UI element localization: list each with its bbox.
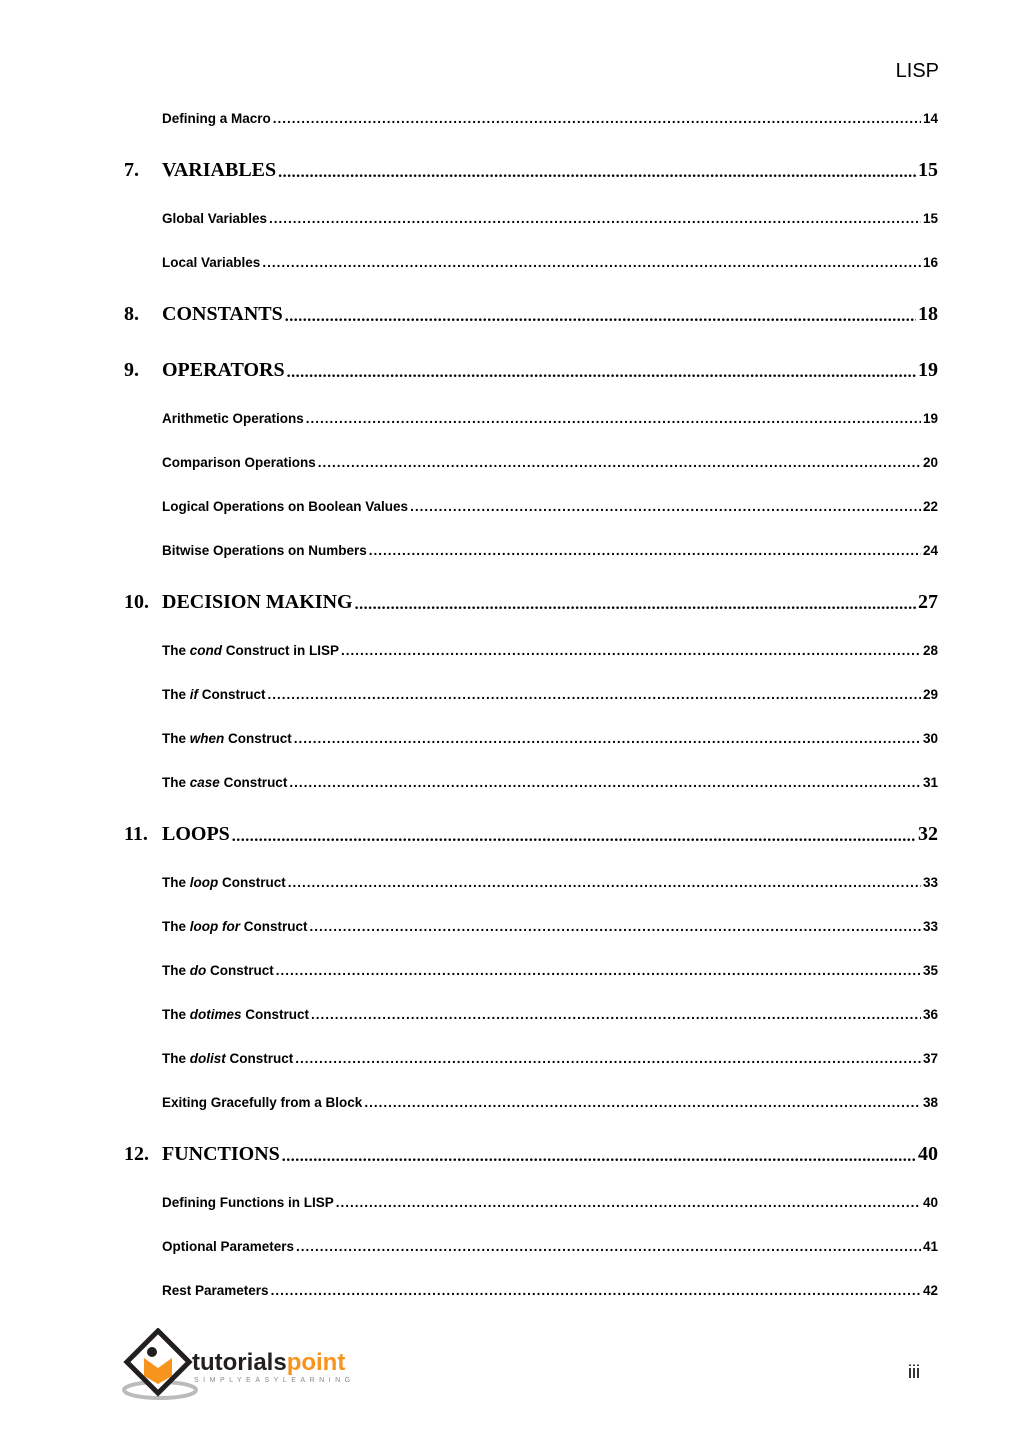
toc-section-entry[interactable] [124, 846, 938, 890]
toc-chapter-entry[interactable] [124, 326, 938, 382]
toc-section-entry[interactable] [124, 382, 938, 426]
dot-leader [271, 1283, 921, 1298]
entry-title: Bitwise Operations on Numbers [162, 543, 367, 558]
entry-page-number: 42 [922, 1283, 938, 1298]
dot-leader [336, 1195, 921, 1210]
toc-section-entry[interactable] [124, 426, 938, 470]
dot-leader [369, 543, 921, 558]
entry-title: The when Construct [162, 731, 292, 746]
toc-section-entry[interactable] [124, 82, 938, 126]
dot-leader [278, 164, 916, 182]
entry-page-number: 32 [918, 823, 938, 845]
dot-leader [355, 596, 916, 614]
entry-title: Logical Operations on Boolean Values [162, 499, 409, 514]
dot-leader [410, 499, 921, 514]
toc-section-entry[interactable] [124, 978, 938, 1022]
entry-page-number: 28 [922, 643, 938, 658]
entry-title: OPERATORS [162, 359, 285, 381]
entry-page-number: 35 [922, 963, 938, 978]
dot-leader [268, 687, 921, 702]
toc-chapter-entry[interactable] [124, 1110, 938, 1166]
entry-title: Rest Parameters [162, 1283, 269, 1298]
chapter-number: 10. [124, 591, 149, 613]
toc-section-entry[interactable] [124, 746, 938, 790]
entry-title: The if Construct [162, 687, 266, 702]
toc-section-entry[interactable] [124, 702, 938, 746]
entry-title: Comparison Operations [162, 455, 316, 470]
chapter-number: 7. [124, 159, 139, 181]
entry-page-number: 37 [922, 1051, 938, 1066]
chapter-number: 11. [124, 823, 148, 845]
entry-title: The loop Construct [162, 875, 286, 890]
entry-title: VARIABLES [162, 159, 277, 181]
entry-title: Arithmetic Operations [162, 411, 304, 426]
entry-title: Defining Functions in LISP [162, 1195, 334, 1210]
dot-leader [364, 1095, 921, 1110]
entry-page-number: 27 [918, 591, 938, 613]
dot-leader [310, 919, 921, 934]
toc-chapter-entry[interactable] [124, 790, 938, 846]
entry-title: The do Construct [162, 963, 274, 978]
toc-chapter-entry[interactable] [124, 558, 938, 614]
table-of-contents [124, 82, 938, 1298]
dot-leader [262, 255, 921, 270]
dot-leader [288, 875, 921, 890]
entry-page-number: 14 [922, 111, 938, 126]
entry-page-number: 36 [922, 1007, 938, 1022]
toc-section-entry[interactable] [124, 934, 938, 978]
toc-section-entry[interactable] [124, 1166, 938, 1210]
entry-page-number: 30 [922, 731, 938, 746]
entry-page-number: 31 [922, 775, 938, 790]
dot-leader [318, 455, 921, 470]
entry-page-number: 40 [922, 1195, 938, 1210]
dot-leader [285, 308, 916, 326]
dot-leader [295, 1051, 921, 1066]
toc-section-entry[interactable] [124, 1066, 938, 1110]
dot-leader [276, 963, 921, 978]
svg-text:SIMPLYEASYLEARNING: SIMPLYEASYLEARNING [194, 1377, 355, 1384]
dot-leader [269, 211, 921, 226]
chapter-number: 12. [124, 1143, 149, 1165]
toc-section-entry[interactable] [124, 1210, 938, 1254]
svg-text:tutorialspoint: tutorialspoint [192, 1349, 346, 1376]
toc-chapter-entry[interactable] [124, 270, 938, 326]
chapter-number: 9. [124, 359, 139, 381]
entry-page-number: 20 [922, 455, 938, 470]
entry-page-number: 19 [922, 411, 938, 426]
chapter-number: 8. [124, 303, 139, 325]
entry-title: Optional Parameters [162, 1239, 295, 1254]
entry-title: DECISION MAKING [162, 591, 353, 613]
entry-title: The loop for Construct [162, 919, 308, 934]
entry-page-number: 18 [918, 303, 938, 325]
toc-section-entry[interactable] [124, 514, 938, 558]
entry-title: The cond Construct in LISP [162, 643, 340, 658]
toc-section-entry[interactable] [124, 182, 938, 226]
entry-title: The dolist Construct [162, 1051, 294, 1066]
entry-title: Local Variables [162, 255, 261, 270]
entry-page-number: 33 [922, 875, 938, 890]
entry-page-number: 16 [922, 255, 938, 270]
page-number: iii [908, 1362, 920, 1382]
entry-page-number: 41 [922, 1239, 938, 1254]
entry-page-number: 22 [922, 499, 938, 514]
entry-title: Defining a Macro [162, 111, 271, 126]
entry-page-number: 15 [918, 159, 938, 181]
entry-page-number: 38 [922, 1095, 938, 1110]
toc-section-entry[interactable] [124, 614, 938, 658]
entry-page-number: 24 [922, 543, 938, 558]
entry-page-number: 15 [922, 211, 938, 226]
toc-section-entry[interactable] [124, 1022, 938, 1066]
entry-title: Exiting Gracefully from a Block [162, 1095, 363, 1110]
entry-title: The case Construct [162, 775, 288, 790]
entry-title: Global Variables [162, 211, 268, 226]
entry-page-number: 33 [922, 919, 938, 934]
dot-leader [273, 111, 921, 126]
entry-page-number: 40 [918, 1143, 938, 1165]
toc-section-entry[interactable] [124, 1254, 938, 1298]
entry-title: The dotimes Construct [162, 1007, 310, 1022]
toc-section-entry[interactable] [124, 226, 938, 270]
dot-leader [296, 1239, 921, 1254]
dot-leader [306, 411, 921, 426]
toc-section-entry[interactable] [124, 658, 938, 702]
tutorialspoint-logo [122, 1328, 372, 1403]
toc-section-entry[interactable] [124, 890, 938, 934]
entry-page-number: 19 [918, 359, 938, 381]
dot-leader [287, 364, 916, 382]
dot-leader [282, 1148, 916, 1166]
dot-leader [294, 731, 921, 746]
dot-leader [311, 1007, 921, 1022]
dot-leader [341, 643, 921, 658]
entry-title: LOOPS [162, 823, 230, 845]
running-header: LISP [895, 60, 939, 82]
toc-chapter-entry[interactable] [124, 126, 938, 182]
entry-title: CONSTANTS [162, 303, 283, 325]
entry-title: FUNCTIONS [162, 1143, 280, 1165]
toc-section-entry[interactable] [124, 470, 938, 514]
dot-leader [289, 775, 921, 790]
dot-leader [232, 828, 916, 846]
entry-page-number: 29 [922, 687, 938, 702]
